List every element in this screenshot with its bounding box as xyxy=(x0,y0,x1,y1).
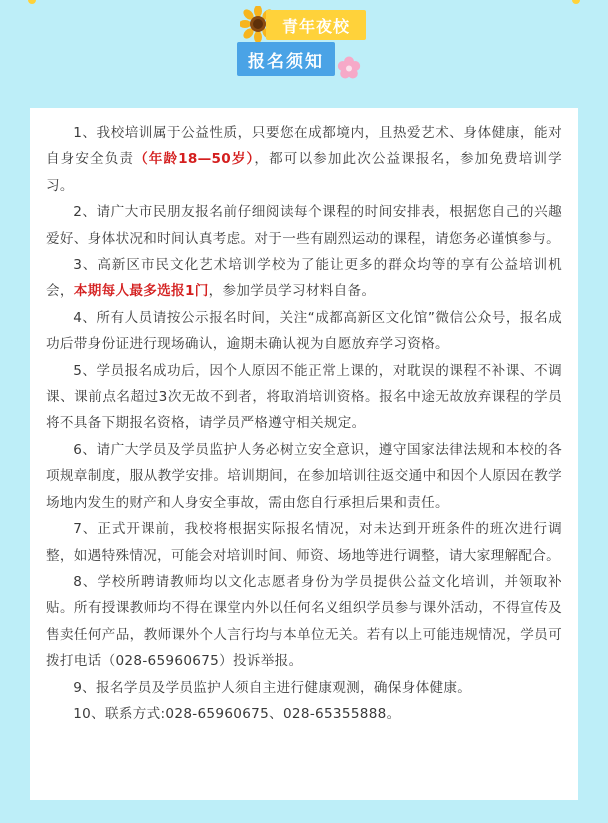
decor-dot xyxy=(28,0,36,4)
notice-item xyxy=(46,252,562,305)
notice-text: 10、联系方式:028-65960675、028-65355888。 xyxy=(73,705,401,722)
decor-dot xyxy=(572,0,580,4)
notice-text: ，都可以参加此次公益课报名，参加免费培训学习。 xyxy=(46,151,562,194)
notice-text: 6、请广大学员及学员监护人务必树立安全意识，遵守国家法律法规和本校的各项规章制度，服从教学安排。培训期间，在参加培训往返交通中和因个人原因在教学场地内发生的财产和人身安全事故，需由您自行承担后果和责任。 xyxy=(46,441,562,511)
notice-item xyxy=(46,437,562,516)
notice-title: 报名须知 xyxy=(237,42,335,76)
highlight-text: （年龄18—50岁） xyxy=(134,151,255,168)
notice-item xyxy=(46,701,562,727)
notice-text: 3、高新区市民文化艺术培训学校为了能让更多的群众均等的享有公益培训机会， xyxy=(46,257,562,300)
notice-card xyxy=(30,108,578,800)
notice-item xyxy=(46,199,562,252)
flower-icon xyxy=(337,56,361,80)
notice-text: 4、所有人员请按公示报名时间，关注“成都高新区文化馆”微信公众号，报名成功后带身份证进行现场确认，逾期未确认视为自愿放弃学习资格。 xyxy=(46,309,562,353)
highlight-text: 本期每人最多选报1门 xyxy=(73,283,209,300)
notice-text: ，参加学员学习材料自备。 xyxy=(208,283,376,300)
notice-text: 7、正式开课前，我校将根据实际报名情况，对未达到开班条件的班次进行调整，如遇特殊情况，可能会对培训时间、师资、场地等进行调整，请大家理解配合。 xyxy=(46,521,562,564)
notice-item xyxy=(46,120,562,199)
notice-item xyxy=(46,358,562,437)
notice-text: 2、请广大市民朋友报名前仔细阅读每个课程的时间安排表，根据您自己的兴趣爱好、身体状况和时间认真考虑。对于一些有剧烈运动的课程，请您务必谨慎参与。 xyxy=(46,204,562,247)
notice-text: 5、学员报名成功后，因个人原因不能正常上课的，对耽误的课程不补课、不调课、课前点名超过3次无故不到者，将取消培训资格。报名中途无故放弃课程的学员将不具备下期报名资格，请学员严格遵守相关规定。 xyxy=(46,362,562,432)
notice-item xyxy=(46,675,562,701)
notice-item xyxy=(46,305,562,358)
school-name-tag: 青年夜校 xyxy=(266,10,366,40)
notice-item xyxy=(46,516,562,569)
notice-text: 1、我校培训属于公益性质，只要您在成都境内，且热爱艺术、身体健康，能对自身安全负责 xyxy=(46,125,562,168)
notice-item xyxy=(46,569,562,675)
notice-text: 8、学校所聘请教师均以文化志愿者身份为学员提供公益文化培训，并领取补贴。所有授课教师均不得在课堂内外以任何名义组织学员参与课外活动，不得宣传及售卖任何产品，教师课外个人言行均与本单位无关。若有以上可能违规情况，学员可拨打电话（028-65960675）投诉举报。 xyxy=(46,573,562,670)
notice-text: 9、报名学员及学员监护人须自主进行健康观测，确保身体健康。 xyxy=(73,679,472,696)
header xyxy=(0,0,608,96)
